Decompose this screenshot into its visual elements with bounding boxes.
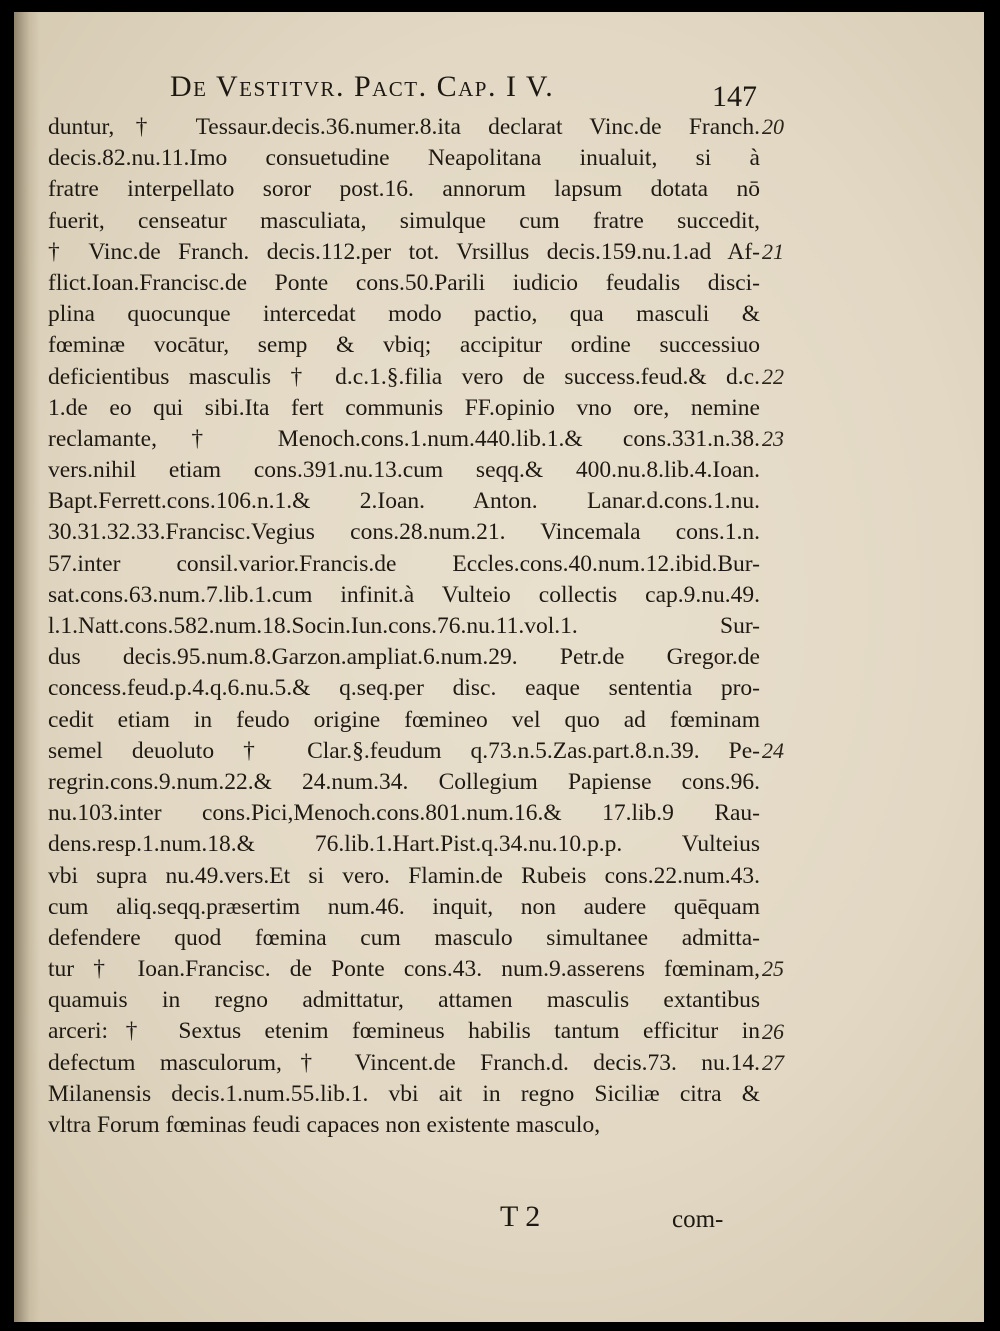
page-number: 147 [712, 80, 757, 113]
margin-number: 23 [762, 426, 784, 451]
text-line: reclamante,† Menoch.cons.1.num.440.lib.1.& cons.331.n.38. [48, 425, 760, 452]
catchword: com- [672, 1206, 724, 1233]
margin-number: 27 [762, 1050, 784, 1075]
text-line: concess.feud.p.4.q.6.nu.5.& q.seq.per disc. eaque sententia pro- [48, 675, 760, 702]
text-line: defendere quod fœmina cum masculo simultanee admitta- [48, 924, 760, 951]
running-head: De Vestitvr. Pact. Cap. I V. [170, 70, 555, 103]
text-line: decis.82.nu.11.Imo consuetudine Neapolitana inualuit, si à [48, 145, 760, 172]
text-line: fuerit, censeatur masculiata, simulque cum fratre succedit, [48, 207, 760, 234]
text-line: vltra Forum fœminas feudi capaces non existente masculo, [48, 1112, 601, 1138]
margin-number: 25 [762, 956, 784, 982]
text-line: flict.Ioan.Francisc.de Ponte cons.50.Parili iudicio feudalis disci- [48, 269, 760, 296]
text-line: arceri:† Sextus etenim fœmineus habilis tantum efficitur in [48, 1018, 760, 1045]
margin-number: 24 [762, 738, 784, 763]
text-line: defectum masculorum,† Vincent.de Franch.d. decis.73. nu.14. [48, 1049, 760, 1076]
text-line: fratre interpellato soror post.16. annorum lapsum dotata nō [48, 176, 760, 203]
text-line: 1.de eo qui sibi.Ita fert communis FF.opinio vno ore, nemine [48, 394, 760, 421]
text-line: dens.resp.1.num.18.& 76.lib.1.Hart.Pist.q.34.nu.10.p.p. Vulteius [48, 831, 760, 858]
text-block [48, 112, 760, 1141]
text-line: plina quocunque intercedat modo pactio, qua masculi & [48, 301, 760, 328]
text-line: l.1.Natt.cons.582.num.18.Socin.Iun.cons.76.nu.11.vol.1. Sur- [48, 613, 760, 639]
binding-shadow [14, 12, 40, 1322]
text-line: † Vinc.de Franch. decis.112.per tot. Vrsillus decis.159.nu.1.ad Af- [48, 238, 760, 265]
text-line: Bapt.Ferrett.cons.106.n.1.& 2.Ioan. Anton. Lanar.d.cons.1.nu. [48, 488, 760, 515]
text-line: dus decis.95.num.8.Garzon.ampliat.6.num.29. Petr.de Gregor.de [48, 644, 760, 671]
text-line: cedit etiam in feudo origine fœmineo vel quo ad fœminam [48, 706, 760, 733]
text-line: cum aliq.seqq.præsertim num.46. inquit, non audere quēquam [48, 893, 760, 920]
margin-number: 26 [762, 1018, 784, 1044]
text-line: duntur,† Tessaur.decis.36.numer.8.ita declarat Vinc.de Franch. [48, 114, 760, 140]
text-line: 57.inter consil.varior.Francis.de Eccles.cons.40.num.12.ibid.Bur- [48, 550, 760, 577]
text-line: 30.31.32.33.Francisc.Vegius cons.28.num.21. Vincemala cons.1.n. [48, 519, 760, 546]
text-line: sat.cons.63.num.7.lib.1.cum infinit.à Vulteio collectis cap.9.nu.49. [48, 581, 760, 608]
text-line: quamuis in regno admittatur, attamen masculis extantibus [48, 987, 760, 1014]
text-line: tur † Ioan.Francisc. de Ponte cons.43. num.9.asserens fœminam, [48, 956, 760, 983]
text-line: nu.103.inter cons.Pici,Menoch.cons.801.num.16.& 17.lib.9 Rau- [48, 800, 760, 827]
text-line: fœminæ vocātur, semp & vbiq; accipitur ordine successiuo [48, 332, 760, 359]
margin-number: 22 [762, 363, 784, 389]
text-line: regrin.cons.9.num.22.& 24.num.34. Collegium Papiense cons.96. [48, 768, 760, 795]
signature-mark: T 2 [500, 1200, 541, 1233]
margin-number: 20 [762, 114, 784, 139]
text-line: deficientibus masculis † d.c.1.§.filia vero de success.feud.& d.c. [48, 363, 760, 390]
text-line: vers.nihil etiam cons.391.nu.13.cum seqq.& 400.nu.8.lib.4.Ioan. [48, 457, 760, 484]
text-line: Milanensis decis.1.num.55.lib.1. vbi ait in regno Siciliæ citra & [48, 1080, 760, 1107]
text-line: vbi supra nu.49.vers.Et si vero. Flamin.de Rubeis cons.22.num.43. [48, 862, 760, 889]
text-line: semel deuoluto † Clar.§.feudum q.73.n.5.Zas.part.8.n.39. Pe- [48, 737, 760, 764]
margin-number: 21 [762, 238, 784, 264]
